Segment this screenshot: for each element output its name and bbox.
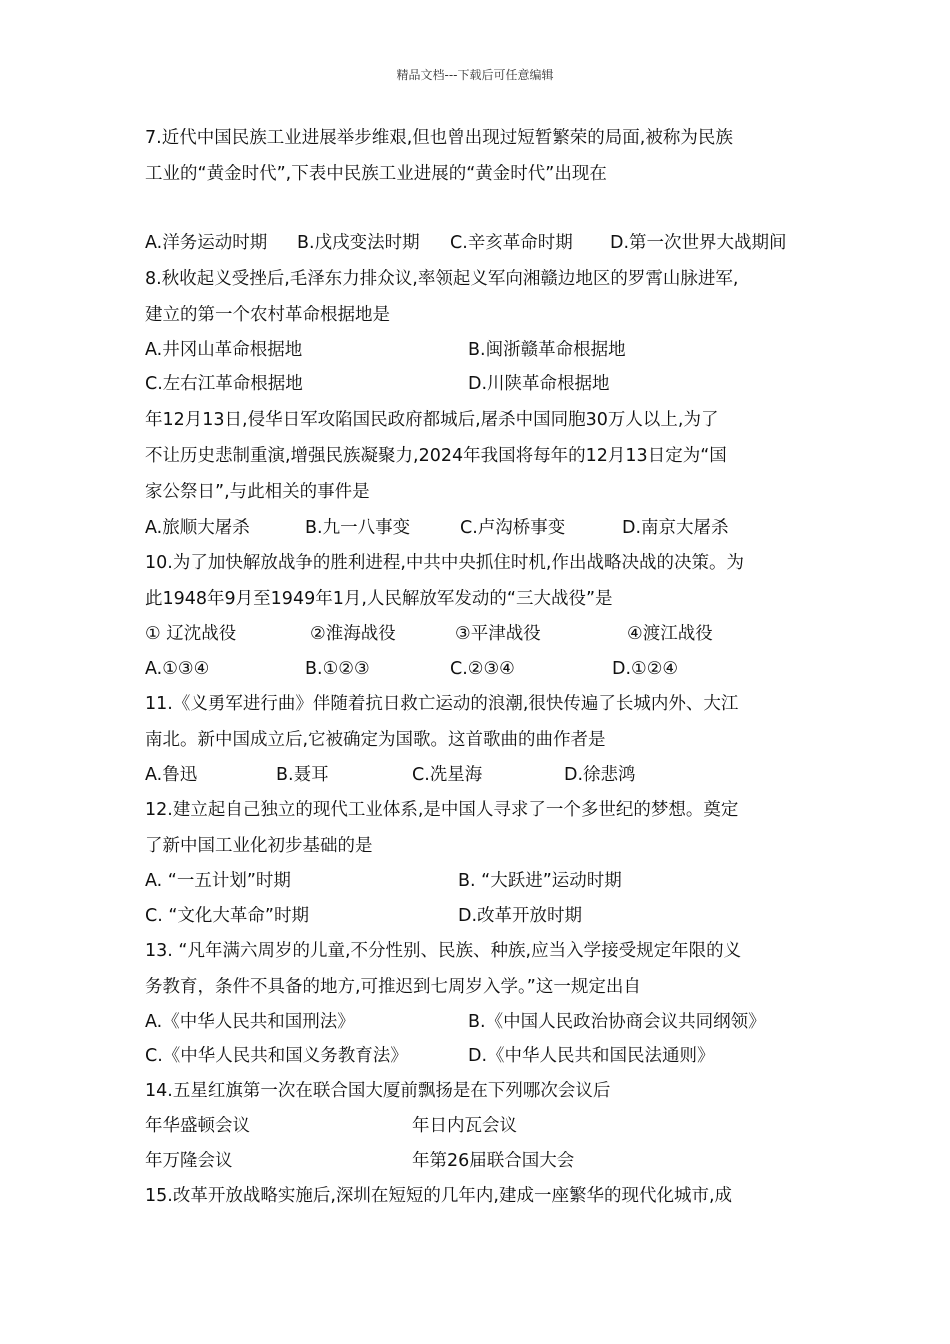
q7-option-c: C.辛亥革命时期: [450, 233, 573, 253]
q13-option-d: D.《中华人民共和国民法通则》: [468, 1046, 715, 1066]
q8-option-b: B.闽浙赣革命根据地: [468, 340, 626, 360]
q11-option-b: B.聂耳: [276, 765, 329, 785]
q8-option-d: D.川陕革命根据地: [468, 374, 610, 394]
q9-option-b: B.九一八事变: [305, 518, 411, 538]
q13-option-a: A.《中华人民共和国刑法》: [145, 1012, 355, 1032]
q12-stem-line2: 了新中国工业化初步基础的是: [145, 836, 373, 856]
q7-option-b: B.戊戌变法时期: [297, 233, 420, 253]
q11-stem-line2: 南北。新中国成立后,它被确定为国歌。这首歌曲的曲作者是: [145, 730, 606, 750]
q15-stem-line1: 15.改革开放战略实施后,深圳在短短的几年内,建成一座繁华的现代化城市,成: [145, 1186, 733, 1206]
q11-option-a: A.鲁迅: [145, 765, 198, 785]
q11-option-d: D.徐悲鸿: [564, 765, 636, 785]
q12-stem-line1: 12.建立起自己独立的现代工业体系,是中国人寻求了一个多世纪的梦想。奠定: [145, 800, 739, 820]
q8-stem-line2: 建立的第一个农村革命根据地是: [145, 305, 390, 325]
q8-option-c: C.左右江革命根据地: [145, 374, 303, 394]
q10-option-c: C.②③④: [450, 659, 515, 679]
q10-stem-line2: 此1948年9月至1949年1月,人民解放军发动的“三大战役”是: [145, 589, 613, 609]
q11-option-c: C.冼星海: [412, 765, 483, 785]
q12-option-b: B. “大跃进”运动时期: [458, 871, 622, 891]
q10-item-2: ②淮海战役: [310, 624, 396, 644]
q14-option-d: 年第26届联合国大会: [412, 1151, 575, 1171]
q12-option-d: D.改革开放时期: [458, 906, 583, 926]
q13-option-b: B.《中国人民政治协商会议共同纲领》: [468, 1012, 766, 1032]
q14-option-c: 年万隆会议: [145, 1151, 233, 1171]
q13-stem-line1: 13. “凡年满六周岁的儿童,不分性别、民族、种族,应当入学接受规定年限的义: [145, 941, 742, 961]
q7-option-d: D.第一次世界大战期间: [610, 233, 787, 253]
q10-stem-line1: 10.为了加快解放战争的胜利进程,中共中央抓住时机,作出战略决战的决策。为: [145, 553, 744, 573]
q13-option-c: C.《中华人民共和国义务教育法》: [145, 1046, 408, 1066]
q10-item-4: ④渡江战役: [627, 624, 713, 644]
q14-option-b: 年日内瓦会议: [412, 1116, 517, 1136]
q14-stem-line1: 14.五星红旗第一次在联合国大厦前飘扬是在下列哪次会议后: [145, 1081, 611, 1101]
q10-option-a: A.①③④: [145, 659, 210, 679]
q8-option-a: A.井冈山革命根据地: [145, 340, 303, 360]
q12-option-a: A. “一五计划”时期: [145, 871, 291, 891]
q7-stem-line2: 工业的“黄金时代”,下表中民族工业进展的“黄金时代”出现在: [145, 164, 607, 184]
q9-option-c: C.卢沟桥事变: [460, 518, 566, 538]
q9-option-d: D.南京大屠杀: [622, 518, 729, 538]
q14-option-a: 年华盛顿会议: [145, 1116, 250, 1136]
q9-stem-line2: 不让历史悲制重演,增强民族凝聚力,2024年我国将每年的12月13日定为“国: [145, 446, 727, 466]
q7-option-a: A.洋务运动时期: [145, 233, 268, 253]
page-header: 精品文档---下载后可任意编辑: [396, 68, 554, 82]
q8-stem-line1: 8.秋收起义受挫后,毛泽东力排众议,率领起义军向湘赣边地区的罗霄山脉进军,: [145, 269, 739, 289]
q10-item-1: ① 辽沈战役: [145, 624, 237, 644]
q10-item-3: ③平津战役: [455, 624, 541, 644]
q9-option-a: A.旅顺大屠杀: [145, 518, 250, 538]
q13-stem-line2: 务教育，条件不具备的地方,可推迟到七周岁入学。”这一规定出自: [145, 977, 641, 997]
q9-stem-line1: 年12月13日,侵华日军攻陷国民政府都城后,屠杀中国同胞30万人以上,为了: [145, 410, 719, 430]
q12-option-c: C. “文化大革命”时期: [145, 906, 309, 926]
q9-stem-line3: 家公祭日”,与此相关的事件是: [145, 482, 370, 502]
q10-option-b: B.①②③: [305, 659, 370, 679]
q11-stem-line1: 11.《义勇军进行曲》伴随着抗日救亡运动的浪潮,很快传遍了长城内外、大江: [145, 694, 739, 714]
q10-option-d: D.①②④: [612, 659, 679, 679]
q7-stem-line1: 7.近代中国民族工业进展举步维艰,但也曾出现过短暂繁荣的局面,被称为民族: [145, 128, 733, 148]
